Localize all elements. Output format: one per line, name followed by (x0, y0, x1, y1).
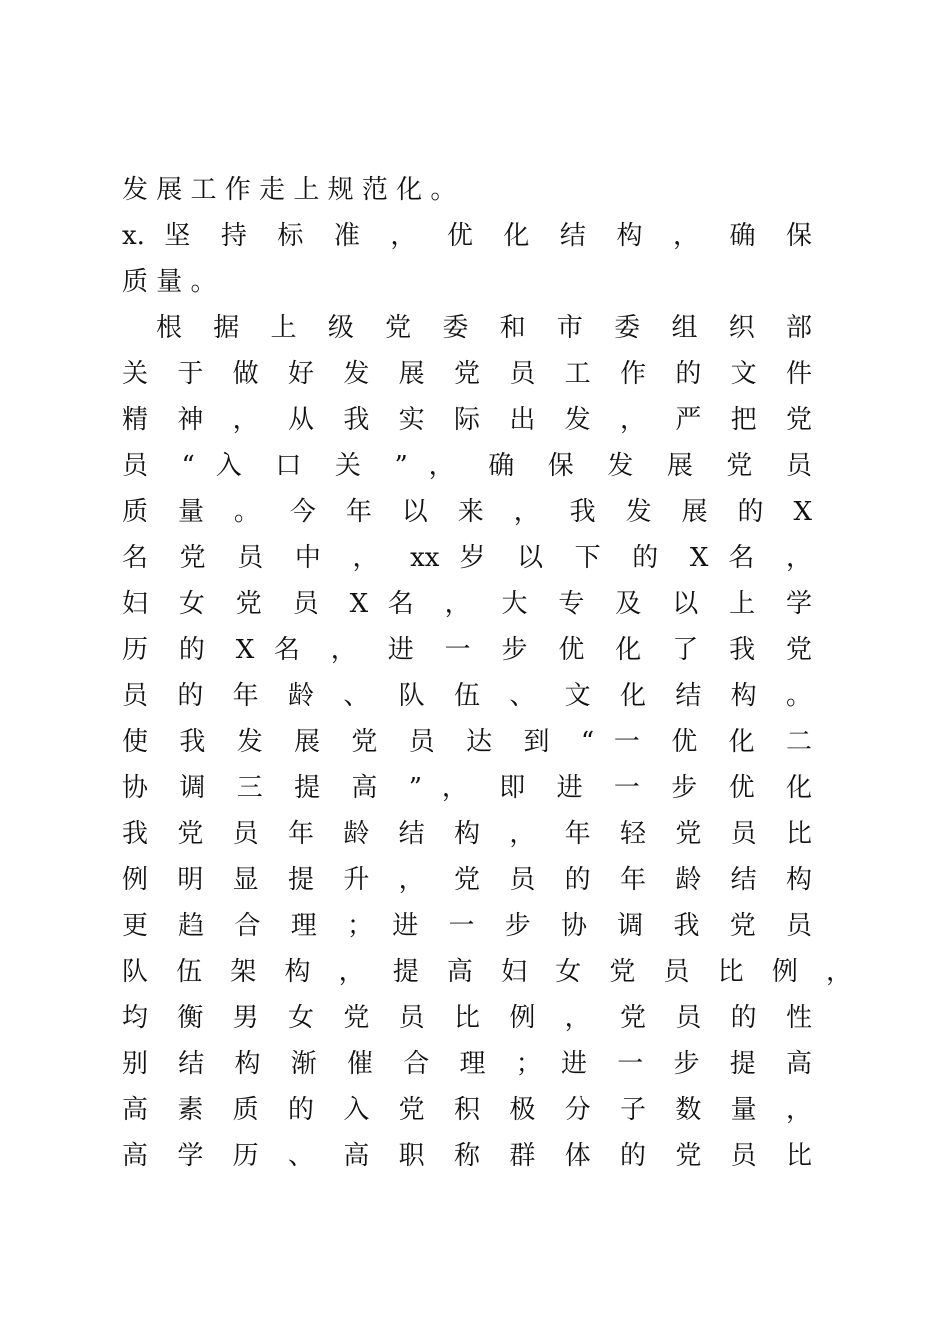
text-line-17: 更 趋 合 理 ； 进 一 步 协 调 我 党 员 (122, 911, 812, 941)
text-line-14: 协 调 三 提 高 ” ， 即 进 一 步 优 化 (122, 773, 812, 803)
text-line-9: 名 党 员 中 ， xx 岁 以 下 的 X 名 ， (122, 543, 812, 573)
text-line-19: 均 衡 男 女 党 员 比 例 ， 党 员 的 性 (122, 1003, 812, 1033)
text-line-5: 关 于 做 好 发 展 党 员 工 作 的 文 件 (122, 359, 812, 389)
text-line-10: 妇 女 党 员 X 名 ， 大 专 及 以 上 学 (122, 589, 812, 619)
text-line-16: 例 明 显 提 升 ， 党 员 的 年 龄 结 构 (122, 865, 812, 895)
text-line-21: 高 素 质 的 入 党 积 极 分 子 数 量 ， (122, 1095, 812, 1125)
text-line-1: 发 展 工 作 走 上 规 范 化 。 (122, 175, 457, 205)
text-line-22: 高 学 历 、 高 职 称 群 体 的 党 员 比 (122, 1141, 812, 1171)
text-line-13: 使 我 发 展 党 员 达 到 “ 一 优 化 二 (122, 727, 812, 757)
text-line-6: 精 神 ， 从 我 实 际 出 发 ， 严 把 党 (122, 405, 812, 435)
text-line-4: 根 据 上 级 党 委 和 市 委 组 织 部 (156, 313, 812, 343)
text-line-11: 历 的 X 名 ， 进 一 步 优 化 了 我 党 (122, 635, 812, 665)
text-line-8: 质 量 。 今 年 以 来 ， 我 发 展 的 X (122, 497, 812, 527)
text-line-3: 质 量 。 (122, 267, 217, 297)
text-line-20: 别 结 构 渐 催 合 理 ； 进 一 步 提 高 (122, 1049, 812, 1079)
text-line-12: 员 的 年 龄 、 队 伍 、 文 化 结 构 。 (122, 681, 812, 711)
text-line-18: 队 伍 架 构 ， 提 高 妇 女 党 员 比 例 ， (122, 957, 852, 987)
text-line-2: x. 坚 持 标 准 ， 优 化 结 构 ， 确 保 (122, 221, 812, 251)
text-line-7: 员 “ 入 口 关 ” ， 确 保 发 展 党 员 (122, 451, 812, 481)
text-line-15: 我 党 员 年 龄 结 构 ， 年 轻 党 员 比 (122, 819, 812, 849)
